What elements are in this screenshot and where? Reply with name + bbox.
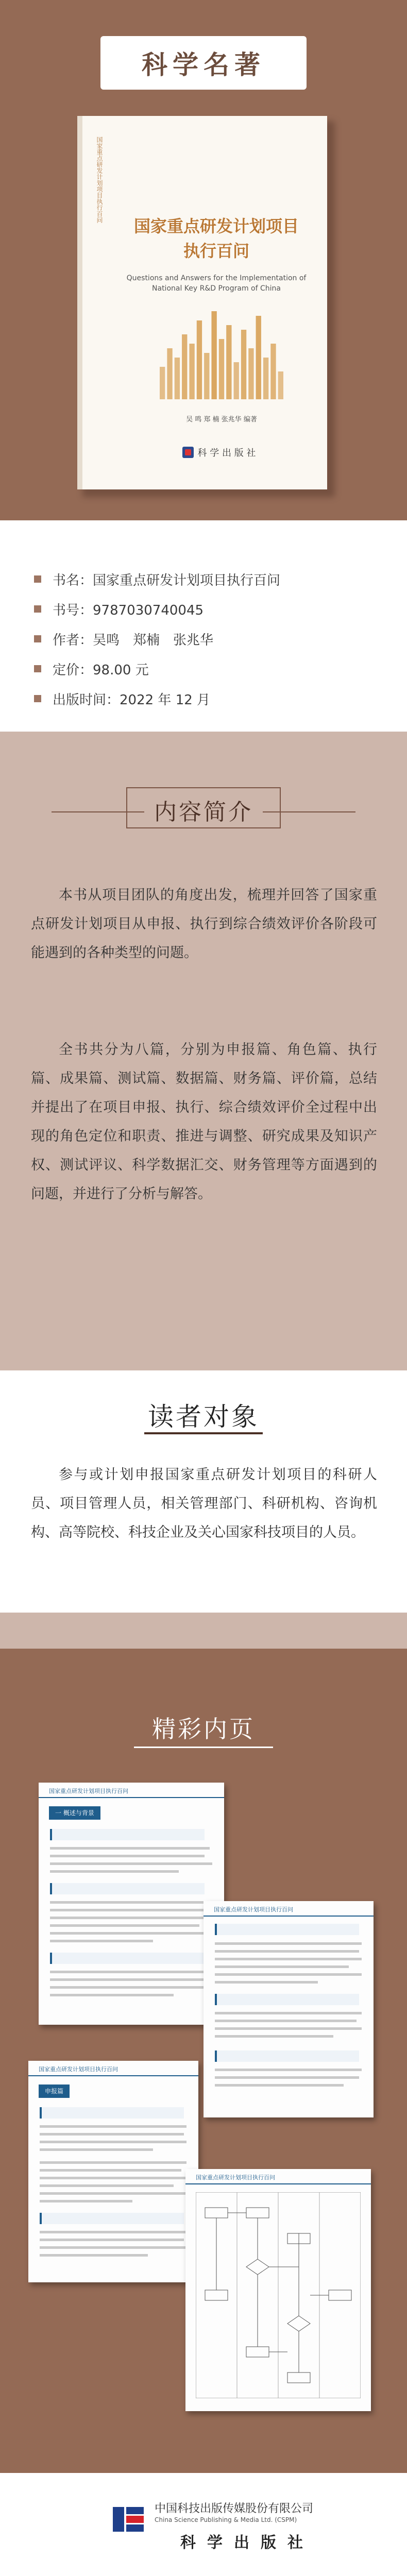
footer-group-name-en: China Science Publishing & Media Ltd. (CSPM) <box>155 2516 297 2523</box>
cover-bar <box>211 311 216 399</box>
text-line <box>40 2231 186 2233</box>
cover-bar <box>241 330 246 399</box>
text-line <box>50 1978 205 1981</box>
text-line <box>40 2254 148 2257</box>
cover-bar <box>234 362 239 399</box>
page-header <box>204 1901 374 1917</box>
info-row-title <box>34 567 374 591</box>
cover-bar <box>219 339 224 399</box>
text-line <box>215 1958 362 1960</box>
page-header <box>28 2061 198 2076</box>
text-line <box>215 1981 318 1984</box>
book-cover-authors: 吴 鸣 郑 楠 张兆华 编著 <box>186 416 257 423</box>
text-line <box>50 1862 212 1865</box>
intro-heading: 内容简介 <box>154 799 253 825</box>
text-line <box>215 2076 359 2079</box>
sample-page-4 <box>185 2169 371 2411</box>
pages-heading-underline <box>134 1747 273 1748</box>
info-price: 定价：98.00 元 <box>53 662 149 678</box>
cover-bar <box>160 367 165 399</box>
page-question-highlight <box>40 2213 184 2224</box>
page-section-chip: 一 概述与背景 <box>49 1806 100 1820</box>
intro-section <box>0 732 407 1340</box>
page-question-highlight <box>215 1994 359 2005</box>
page-question-highlight <box>50 1883 205 1894</box>
cover-bar <box>167 348 172 399</box>
text-line <box>215 2035 333 2038</box>
text-line <box>50 1870 179 1873</box>
book-cover-publisher-name: 科 学 出 版 社 <box>197 448 256 459</box>
book-spine-text: 国家重点研发计划项目执行百问 <box>96 137 103 223</box>
square-bullet-icon <box>34 635 41 642</box>
text-line <box>40 2192 186 2195</box>
text-line <box>50 1855 205 1857</box>
top-banner <box>0 0 407 520</box>
info-title: 书名：国家重点研发计划项目执行百问 <box>53 572 281 588</box>
text-line <box>50 1917 212 1919</box>
readers-paragraph: 参与或计划申报国家重点研发计划项目的科研人员、项目管理人员，相关管理部门、科研机构、咨询机构、高等院校、科技企业及关心国家科技项目的人员。 <box>31 1467 377 1540</box>
text-line <box>215 1973 362 1976</box>
text-line <box>215 2027 362 2030</box>
book-info-list <box>34 567 374 716</box>
banner-title: 科学名著 <box>142 50 265 80</box>
page-question-highlight <box>215 1924 359 1935</box>
cover-bar <box>278 371 283 399</box>
text-line <box>40 2148 153 2151</box>
text-line <box>50 1971 210 1973</box>
readers-heading: 读者对象 <box>148 1402 259 1432</box>
text-line <box>215 2012 362 2014</box>
text-line <box>50 1909 207 1911</box>
footer-group-name-cn: 中国科技出版传媒股份有限公司 <box>155 2502 314 2515</box>
text-line <box>40 2177 186 2179</box>
cover-bar <box>197 320 202 399</box>
text-line <box>50 1940 153 1942</box>
footer <box>0 2473 407 2576</box>
text-line <box>215 2069 362 2071</box>
page-header-text: 国家重点研发计划项目执行百问 <box>214 1906 293 1913</box>
book-cover-bars-decoration <box>160 307 283 399</box>
page-header-text: 国家重点研发计划项目执行百问 <box>49 1788 128 1794</box>
text-line <box>215 1950 359 1953</box>
banner-title-badge <box>100 36 307 90</box>
text-line <box>215 1965 349 1968</box>
text-line <box>40 2239 184 2241</box>
intro-paragraph-2: 全书共分为八篇，分别为申报篇、角色篇、执行篇、成果篇、测试篇、数据篇、财务篇、评价篇，总结并提出了在项目申报、执行、综合绩效评价全过程中出现的角色定位和职责、推进与调整、研究成果及知识产权、测试评议、科学数据汇交、财务管理等方面遇到的问题，并进行了分析与解答。 <box>31 1042 377 1202</box>
readers-heading-underline <box>144 1432 263 1434</box>
cover-bar <box>182 334 187 399</box>
text-line <box>40 2125 186 2128</box>
book-cover-english-title: Questions and Answers for the Implementation of National Key R&D Program of China <box>126 274 307 293</box>
cover-bar <box>256 316 261 399</box>
publisher-logo-icon <box>182 447 194 458</box>
page-question-highlight <box>50 1829 205 1840</box>
text-line <box>40 2161 186 2164</box>
text-line <box>50 1901 210 1904</box>
flowchart-diagram <box>196 2192 361 2398</box>
page-question-highlight <box>40 2107 184 2119</box>
square-bullet-icon <box>34 605 41 613</box>
book-cover-publisher <box>162 446 276 459</box>
cover-bar <box>270 344 276 399</box>
cover-bar <box>226 325 231 399</box>
cover-bar <box>263 358 268 399</box>
readers-section <box>0 1340 407 1649</box>
info-row-isbn <box>34 597 374 621</box>
readers-card <box>0 1370 407 1613</box>
cover-bar <box>248 348 253 399</box>
info-row-price <box>34 656 374 681</box>
text-line <box>40 2133 184 2136</box>
pages-heading: 精彩内页 <box>152 1715 255 1743</box>
text-line <box>50 1986 212 1989</box>
text-line <box>215 2084 344 2087</box>
info-author: 作者：吴鸣 郑楠 张兆华 <box>53 632 214 648</box>
cover-bars-svg <box>160 307 283 399</box>
text-line <box>50 1994 174 1996</box>
text-line <box>40 2200 132 2202</box>
page-header-text: 国家重点研发计划项目执行百问 <box>39 2066 118 2073</box>
text-line <box>50 1932 210 1935</box>
square-bullet-icon <box>34 695 41 702</box>
heading-rule-right <box>263 811 355 812</box>
cspm-logo-icon <box>111 2504 147 2535</box>
cover-bar <box>189 344 194 399</box>
sample-pages-section <box>0 1649 407 2473</box>
page-header <box>185 2169 371 2184</box>
text-line <box>40 2169 181 2172</box>
page-question-highlight <box>215 2050 359 2062</box>
intro-paragraph-1: 本书从项目团队的角度出发，梳理并回答了国家重点研发计划项目从申报、执行到综合绩效评价各阶段可能遇到的各种类型的问题。 <box>31 887 377 961</box>
text-line <box>40 2184 174 2187</box>
book-cover <box>77 116 327 489</box>
page-header <box>39 1783 224 1798</box>
cover-bar <box>204 353 209 399</box>
footer-publisher: 科学出版社 <box>180 2534 314 2552</box>
square-bullet-icon <box>34 665 41 672</box>
square-bullet-icon <box>34 575 41 583</box>
page-question-highlight <box>50 1953 205 1964</box>
text-line <box>215 2020 357 2022</box>
sample-page-3 <box>28 2061 198 2282</box>
book-info-section <box>0 520 407 732</box>
book-title-line-2: 执行百问 <box>183 241 249 261</box>
info-row-author <box>34 626 374 651</box>
text-line <box>215 1942 362 1945</box>
info-date: 出版时间：2022 年 12 月 <box>53 692 211 708</box>
text-line <box>50 1847 210 1850</box>
text-line <box>40 2141 186 2143</box>
sample-page-1 <box>39 1783 224 2025</box>
page-section-chip: 申报篇 <box>39 2084 70 2098</box>
page-header-text: 国家重点研发计划项目执行百问 <box>196 2174 275 2181</box>
cover-bar <box>175 358 180 399</box>
book-cover-title <box>129 214 304 263</box>
text-line <box>50 1924 199 1927</box>
intro-heading-wrap <box>0 793 407 826</box>
info-row-date <box>34 686 374 711</box>
book-title-line-1: 国家重点研发计划项目 <box>133 216 299 236</box>
info-isbn: 书号：9787030740045 <box>53 602 204 618</box>
sample-page-2 <box>204 1901 374 2117</box>
text-line <box>40 2246 186 2249</box>
heading-frame <box>126 787 281 828</box>
